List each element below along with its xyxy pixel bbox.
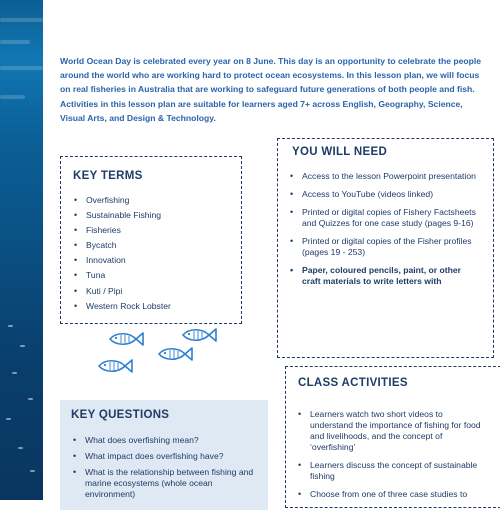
question-item: • What impact does overfishing have? (71, 451, 261, 462)
activity-item: • Choose from one of three case studies to (296, 489, 486, 500)
ocean-photo-strip (0, 0, 43, 500)
fish-icon (180, 326, 218, 344)
fish-icon (156, 345, 194, 363)
key-terms-box (60, 156, 242, 324)
need-item: • Printed or digital copies of Fishery Factsheets and Quizzes for one case study (pages 9-16) (288, 207, 478, 229)
you-will-need-box (277, 138, 494, 358)
key-term-item: • Kuti / Pipi (72, 286, 171, 297)
need-item: • Paper, coloured pencils, paint, or other craft materials to write letters with (288, 265, 478, 287)
need-item: • Access to the lesson Powerpoint presentation (288, 171, 478, 182)
key-questions-list (71, 435, 261, 505)
class-activities-title: CLASS ACTIVITIES (298, 377, 408, 389)
activity-item: • Learners discuss the concept of sustainable fishing (296, 460, 486, 482)
question-item: • What does overfishing mean? (71, 435, 261, 446)
key-term-item: • Fisheries (72, 225, 171, 236)
key-term-item: • Tuna (72, 270, 171, 281)
intro-paragraph: World Ocean Day is celebrated every year on 8 June. This day is an opportunity to celebrate the people around the world who are working hard to protect ocean ecosystems. In this lesson plan, we will focus on real fisheries in Australia that are working to safeguard future generations of both people and fish. Activities in this lesson plan are suitable for learners aged 7+ across English, Geography, Science, Visual Arts, and Design & Technology. (60, 56, 482, 123)
key-terms-title: KEY TERMS (73, 170, 143, 182)
key-term-item: • Innovation (72, 255, 171, 266)
need-item: • Printed or digital copies of the Fisher profiles (pages 19 - 253) (288, 236, 478, 258)
key-term-item: • Overfishing (72, 195, 171, 206)
question-item: • What is the relationship between fishing and marine ecosystems (whole ocean environment) (71, 467, 261, 500)
key-questions-title: KEY QUESTIONS (71, 409, 170, 421)
class-activities-list (296, 409, 486, 507)
need-item: • Access to YouTube (videos linked) (288, 189, 478, 200)
fish-icon (96, 357, 134, 375)
key-questions-panel (60, 400, 268, 510)
key-term-item: • Bycatch (72, 240, 171, 251)
key-term-item: • Sustainable Fishing (72, 210, 171, 221)
you-will-need-title: YOU WILL NEED (292, 146, 388, 158)
key-term-item: • Western Rock Lobster (72, 301, 171, 312)
key-terms-list (72, 195, 171, 316)
fish-icon (107, 330, 145, 348)
activity-item: • Learners watch two short videos to understand the importance of fishing for food and livelihoods, and the concept of ‘overfishing’ (296, 409, 486, 453)
you-will-need-list (288, 171, 478, 294)
class-activities-box (285, 366, 500, 508)
